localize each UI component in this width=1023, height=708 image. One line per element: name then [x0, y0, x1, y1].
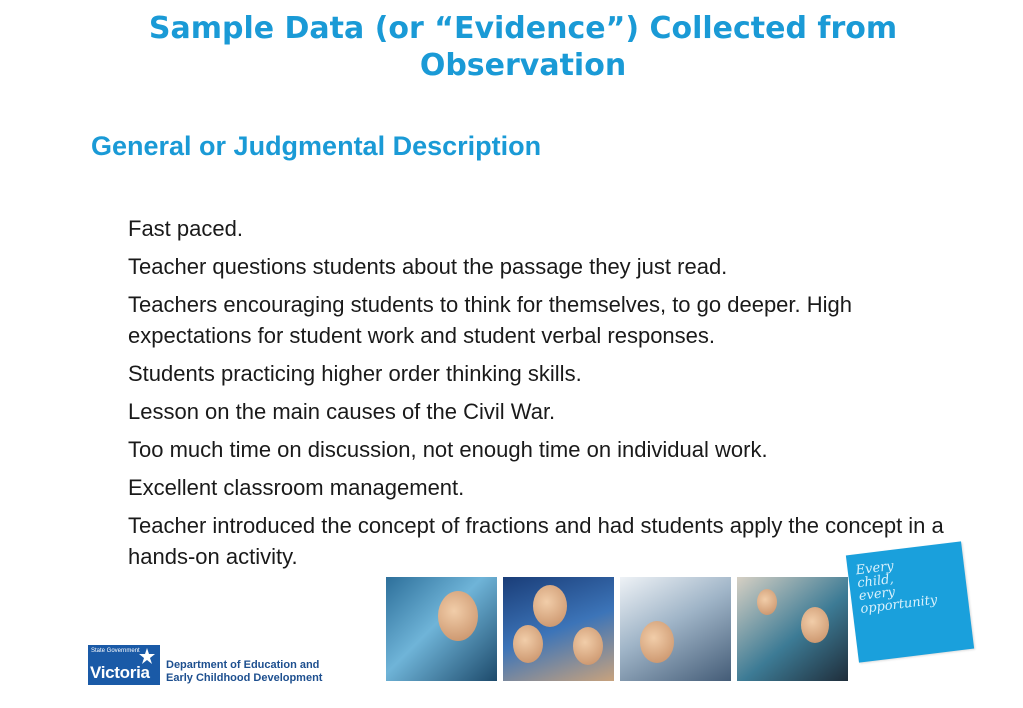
victoria-logo — [88, 645, 160, 685]
victoria-wordmark: Victoria — [90, 663, 150, 682]
list-item: Too much time on discussion, not enough time on individual work. — [128, 437, 768, 462]
student-science-photo — [386, 577, 497, 681]
list-item: Teachers encouraging students to think for themselves, to go deeper. High expectations for student work and student verbal responses. — [128, 292, 852, 348]
list-item: Teacher questions students about the passage they just read. — [128, 254, 728, 279]
list-item: Fast paced. — [128, 216, 243, 241]
photo-strip — [386, 577, 848, 681]
state-government-text: State Government — [91, 648, 140, 654]
observation-list — [128, 213, 948, 579]
list-item: Lesson on the main causes of the Civil War. — [128, 399, 556, 424]
list-item: Teacher introduced the concept of fractions and had students apply the concept in a hands-on activity. — [128, 513, 944, 569]
slide-title: Sample Data (or “Evidence”) Collected from Observation — [148, 11, 898, 83]
students-group-photo — [503, 577, 614, 681]
slogan-text: Every child, every opportunity — [854, 558, 939, 618]
list-item: Excellent classroom management. — [128, 475, 465, 500]
list-item: Students practicing higher order thinking skills. — [128, 361, 582, 386]
section-subheading: General or Judgmental Description — [91, 131, 542, 161]
students-laptop-photo — [737, 577, 848, 681]
slogan-badge — [846, 541, 974, 662]
department-name: Department of Education and Early Childhood Development — [166, 659, 323, 684]
laboratory-photo — [620, 577, 731, 681]
